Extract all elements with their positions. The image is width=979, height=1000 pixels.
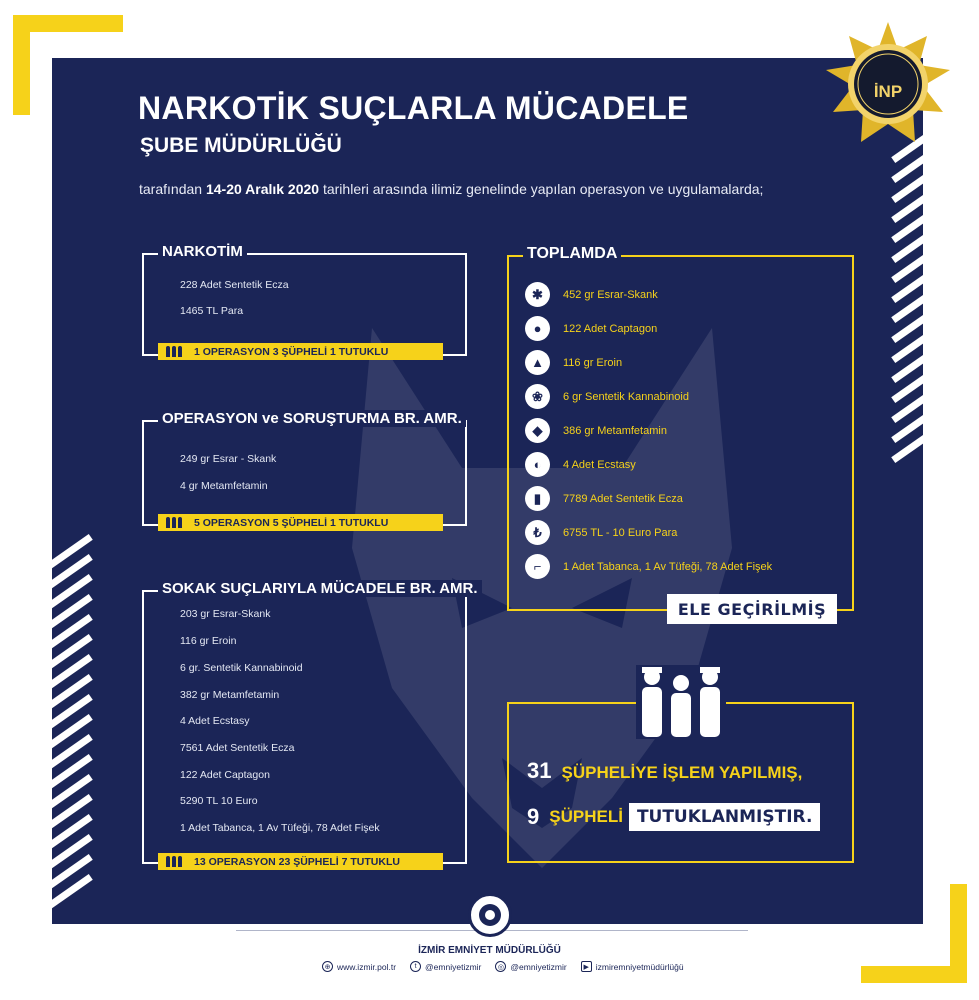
instagram-text: @emniyetizmir — [510, 961, 567, 972]
list-item: 1 Adet Tabanca, 1 Av Tüfeği, 78 Adet Fişek — [180, 822, 380, 834]
list-item: 4 Adet Ecstasy — [180, 715, 250, 727]
inp-badge-icon — [823, 20, 953, 150]
operasyon-summary-bar — [158, 514, 443, 531]
intro-prefix: tarafından — [139, 181, 203, 197]
toplamda-label: 6755 TL - 10 Euro Para — [563, 526, 678, 539]
youtube-icon: ▶ — [581, 961, 592, 972]
arrested-highlight: TUTUKLANMIŞTIR. — [629, 803, 820, 831]
arrested-text: ŞÜPHELİ — [549, 807, 623, 826]
list-item — [525, 282, 658, 307]
intro-suffix: tarihleri arasında ilimiz genelinde yapılan operasyon ve uygulamalarda; — [322, 181, 764, 197]
list-item — [525, 554, 772, 579]
list-item — [525, 418, 667, 443]
list-item — [525, 316, 657, 341]
narkotim-title: NARKOTİM — [158, 243, 247, 260]
sokak-summary-bar — [158, 853, 443, 870]
pills-icon: ● — [525, 316, 550, 341]
list-item: 7561 Adet Sentetik Ecza — [180, 742, 295, 754]
instagram-link[interactable] — [495, 961, 566, 972]
intro-date: 14-20 Aralık 2020 — [205, 181, 320, 197]
list-item: 228 Adet Sentetik Ecza — [180, 279, 289, 291]
page-subtitle: ŞUBE MÜDÜRLÜĞÜ — [140, 134, 342, 157]
list-item — [525, 520, 677, 545]
institution-name: İZMİR EMNİYET MÜDÜRLÜĞÜ — [418, 945, 561, 956]
ele-gecirilmis-stamp: ELE GEÇİRİLMİŞ — [667, 594, 837, 624]
toplamda-label: 6 gr Sentetik Kannabinoid — [563, 390, 689, 403]
toplamda-label: 122 Adet Captagon — [563, 322, 658, 335]
toplamda-label: 386 gr Metamfetamin — [563, 424, 667, 437]
list-item: 1465 TL Para — [180, 305, 244, 317]
list-item: 4 gr Metamfetamin — [180, 480, 268, 492]
corner-accent-bottom-right — [950, 884, 967, 983]
toplamda-title: TOPLAMDA — [523, 245, 621, 263]
website-text: www.izmir.pol.tr — [337, 961, 397, 972]
instagram-icon: ◎ — [495, 961, 506, 972]
narkotim-summary: 1 OPERASYON 3 ŞÜPHELİ 1 TUTUKLU — [194, 345, 389, 358]
badge-text: İNP — [873, 82, 903, 101]
cannabinoid-icon: ❀ — [525, 384, 550, 409]
list-item: 249 gr Esrar - Skank — [180, 453, 277, 465]
list-item: 382 gr Metamfetamin — [180, 689, 280, 701]
toplamda-label: 4 Adet Ecstasy — [563, 458, 636, 471]
intro-text — [139, 181, 763, 197]
gun-icon: ⌐ — [525, 554, 550, 579]
list-item: 122 Adet Captagon — [180, 769, 270, 781]
list-item — [525, 350, 622, 375]
twitter-link[interactable] — [410, 961, 481, 972]
suspects-line-1 — [527, 758, 802, 784]
suspects-line-2 — [527, 803, 820, 831]
list-item — [525, 384, 689, 409]
list-item — [525, 486, 683, 511]
arrested-count: 9 — [527, 804, 540, 829]
list-item: 203 gr Esrar-Skank — [180, 608, 271, 620]
sokak-title: SOKAK SUÇLARIYLA MÜCADELE BR. AMR. — [158, 580, 482, 597]
people-icon — [166, 856, 184, 867]
operasyon-box — [142, 410, 467, 529]
toplamda-label: 116 gr Eroin — [563, 356, 623, 369]
suspects-people-icon — [636, 665, 726, 739]
lira-icon: ₺ — [525, 520, 550, 545]
list-item: 5290 TL 10 Euro — [180, 795, 258, 807]
social-links — [322, 961, 684, 972]
medicine-bottle-icon: ▮ — [525, 486, 550, 511]
sokak-summary: 13 OPERASYON 23 ŞÜPHELİ 7 TUTUKLU — [194, 855, 400, 868]
youtube-text: izmiremniyetmüdürlüğü — [595, 961, 684, 972]
page-title: NARKOTİK SUÇLARLA MÜCADELE — [138, 90, 689, 126]
toplamda-label: 452 gr Esrar-Skank — [563, 288, 658, 301]
crystal-icon: ◆ — [525, 418, 550, 443]
twitter-text: @emniyetizmir — [425, 961, 482, 972]
corner-accent-top-left — [13, 15, 30, 115]
narkotim-summary-bar — [158, 343, 443, 360]
powder-pile-icon: ▲ — [525, 350, 550, 375]
operasyon-summary: 5 OPERASYON 5 ŞÜPHELİ 1 TUTUKLU — [194, 516, 389, 529]
cannabis-leaf-icon: ✱ — [525, 282, 550, 307]
police-emblem-icon — [468, 893, 512, 937]
people-icon — [166, 346, 184, 357]
sokak-box — [142, 580, 478, 868]
website-link[interactable] — [322, 961, 396, 972]
suspects-text: ŞÜPHELİYE İŞLEM YAPILMIŞ, — [561, 763, 803, 782]
twitter-icon: t — [410, 961, 421, 972]
list-item — [525, 452, 636, 477]
tablet-icon: ◐ — [525, 452, 550, 477]
toplamda-box — [507, 245, 854, 611]
youtube-link[interactable] — [581, 961, 684, 972]
toplamda-label: 7789 Adet Sentetik Ecza — [563, 492, 683, 505]
globe-icon: ⊕ — [322, 961, 333, 972]
narkotim-box — [142, 243, 467, 358]
list-item: 116 gr Eroin — [180, 635, 237, 647]
operasyon-title: OPERASYON ve SORUŞTURMA BR. AMR. — [158, 410, 466, 427]
suspects-count: 31 — [527, 758, 552, 783]
list-item: 6 gr. Sentetik Kannabinoid — [180, 662, 303, 674]
people-icon — [166, 517, 184, 528]
toplamda-label: 1 Adet Tabanca, 1 Av Tüfeği, 78 Adet Fişek — [563, 560, 773, 573]
